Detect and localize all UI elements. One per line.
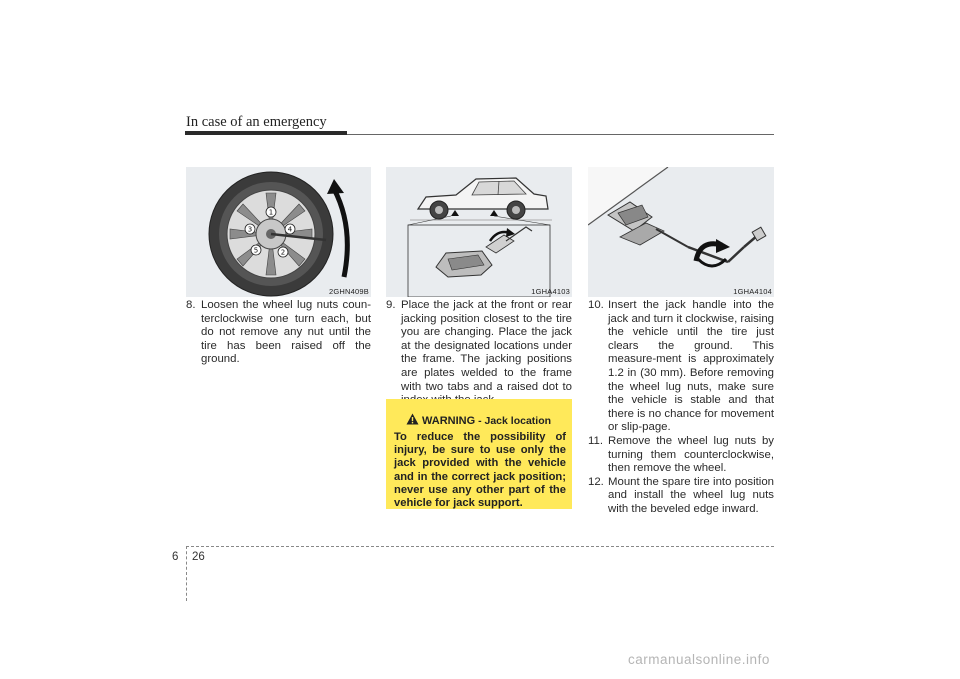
- warning-subtitle: - Jack location: [475, 415, 552, 427]
- figure-label: 2GHN409B: [329, 287, 369, 296]
- watermark: carmanualsonline.info: [628, 652, 770, 667]
- wheel-number-5: 5: [253, 246, 259, 255]
- figure-label: 1GHA4104: [733, 287, 772, 296]
- page-number: 26: [192, 551, 205, 563]
- figure-jack-position: [386, 167, 572, 297]
- wheel-number-1: 1: [268, 208, 274, 217]
- chapter-number: 6: [172, 551, 179, 563]
- steps-10-12: [588, 299, 774, 517]
- wheel-number-3: 3: [247, 225, 253, 234]
- step-number: 12.: [588, 475, 604, 488]
- footer-divider: [186, 546, 187, 601]
- car-jack-illustration: [386, 167, 572, 297]
- section-title: In case of an emergency: [186, 114, 327, 130]
- warning-box: [386, 399, 572, 509]
- step-10: [588, 299, 774, 435]
- step-8: [186, 299, 371, 367]
- step-number: 10.: [588, 299, 604, 311]
- step-text: Mount the spare tire into position and install the wheel lug nuts with the beveled edge inward.: [608, 475, 774, 515]
- step-number: 11.: [588, 434, 603, 447]
- step-text: Place the jack at the front or rear jacking position closest to the tire you are changing. Place the jack at the designated locations under the frame. The jacking positions are plates welded to the frame with two tabs and a raised dot to: [401, 299, 572, 393]
- step-text: Loosen the wheel lug nuts coun-terclockwise one turn each, but do not remove any nut until the tire has been raised off the ground.: [201, 299, 371, 366]
- warning-heading: [406, 413, 566, 427]
- header-bar: [185, 131, 347, 135]
- step-text: Insert the jack handle into the jack and turn it clockwise, raising the vehicle until the tire just clears the ground. This measure-ment is approximately 1.2 in (30 mm). Before removing the wheel lug nuts, make sure the vehicle is stable and that there is no chance for movement or slip-page.: [608, 299, 774, 434]
- step-11: [588, 435, 774, 476]
- warning-triangle-icon: [406, 413, 419, 425]
- step-12: [588, 476, 774, 517]
- step-number: 9.: [386, 299, 396, 311]
- warning-body: To reduce the possibility of injury, be sure to use only the jack provided with the vehicle and in the correct jack position; never use any other part of the vehicle for jack support.: [394, 431, 566, 510]
- footer-rule: [186, 546, 774, 547]
- wheel-number-2: 2: [280, 248, 286, 257]
- wheel-illustration: [186, 167, 371, 297]
- jack-handle-illustration: [588, 167, 774, 297]
- figure-jack-handle: [588, 167, 774, 297]
- step-number: 8.: [186, 299, 196, 311]
- wheel-number-4: 4: [287, 225, 293, 234]
- step-text: Remove the wheel lug nuts by turning them counterclockwise, then remove the wheel.: [608, 434, 774, 475]
- warning-title: WARNING: [422, 415, 476, 427]
- header-rule: [347, 134, 774, 135]
- figure-label: 1GHA4103: [531, 287, 570, 296]
- figure-wheel-lug-nuts: [186, 167, 371, 297]
- step-9: [386, 299, 572, 408]
